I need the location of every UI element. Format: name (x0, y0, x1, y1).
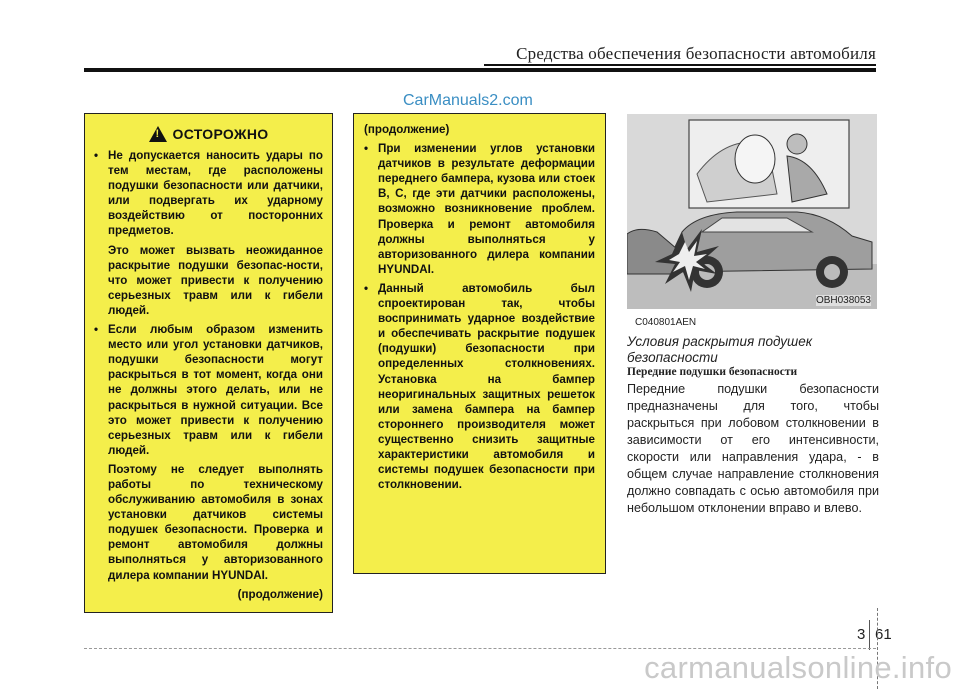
header-rule (84, 68, 876, 72)
continued-header: (продолжение) (364, 123, 450, 136)
warning-bullet-2: • Если любым образом изменить место или угол установки датчиков, подушки безопасности могут раскрыться в тот момент, когда они не должны этого делать, или не раскрыться в нужной ситуации. Все это может привести к получению серьезных травм или к гибели людей. (94, 323, 323, 457)
continued-bullet-1: • При изменении углов установки датчиков в результате деформации переднего бампера, кузова или стоек B, C, где эти датчики расположены, возможно возникновение проблем. Проверка и ремонт автомобиля должны выполняться у авторизованного дилера компании HYUNDAI. (364, 142, 595, 276)
continued-label: (продолжение) (237, 587, 323, 601)
warning-box (84, 113, 333, 613)
section-title: Условия раскрытия подушек безопасности (627, 334, 813, 365)
section-subtitle: Передние подушки безопасности (627, 366, 798, 378)
continued-bullet-2: • Данный автомобиль был спроектирован так, чтобы воспринимать ударное воздействие и обеспечивать раскрытие подушек (подушки) безопасности при определенных столкновениях. Установка на бампер неоригинальных защитных решеток или замена бампера на бампер стороннего производителя может существенно снизить защитные характеристики автомобиля и системы подушек безопасности при столкновении. (364, 281, 595, 492)
page-number-divider (869, 620, 870, 650)
warning-bullet-1: • Не допускается наносить удары по тем местам, где расположены подушки безопасности или датчики, или подвергать их ударному воздействию от посторонних предметов. (94, 149, 323, 238)
airbag-crash-illustration (627, 114, 877, 309)
section-code: C040801AEN (635, 317, 697, 328)
figure-code: OBH038053 (815, 295, 871, 306)
section-body: Передние подушки безопасности предназначены для того, чтобы раскрыться при лобовом столкновении в зависимости от его интенсивности, скорости или направления удара, - в общем случае направление столкновения должно совпадать с осью автомобиля при небольшом отклонении вправо и влево. (627, 382, 879, 515)
header-rule-thin (484, 64, 876, 66)
footer-crop-line (84, 648, 876, 649)
warning-triangle-icon (149, 126, 167, 142)
watermark-bottom: carmanualsonline.info (644, 650, 952, 685)
warning-bullet-2-para-2: Поэтому не следует выполнять работы по техническому обслуживанию автомобиля в зонах установки датчиков системы подушек безопасности. Проверка и ремонт автомобиля должны выполняться у авторизованного дилера компании HYUNDAI. (108, 462, 323, 582)
chapter-number: 3 (857, 626, 866, 643)
continued-box (353, 113, 606, 574)
crash-illustration-svg (627, 114, 877, 309)
page-number: 61 (875, 626, 892, 643)
running-header: Средства обеспечения безопасности автомобиля (516, 44, 876, 63)
watermark-top: CarManuals2.com (403, 92, 533, 109)
warning-bullet-1-para-2: Это может вызвать неожиданное раскрытие подушки безопас-ности, что может привести к получению серьезных травм или к гибели людей. (108, 243, 323, 317)
warning-title: ОСТОРОЖНО (172, 126, 269, 142)
warning-header (94, 126, 323, 142)
